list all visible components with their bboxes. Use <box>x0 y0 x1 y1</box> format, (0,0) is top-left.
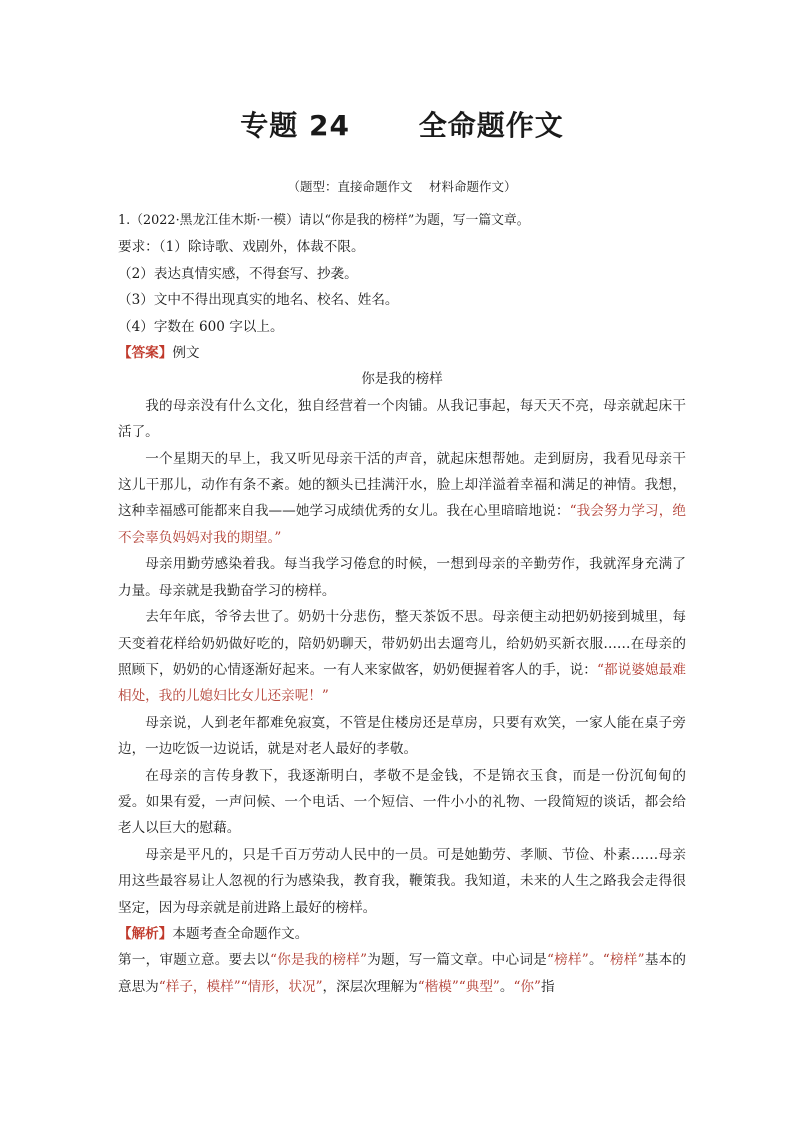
document-page <box>118 0 686 1123</box>
analysis-text-6: 。 <box>499 978 514 995</box>
requirement-3: （3）文中不得出现真实的地名、校名、姓名。 <box>118 292 399 309</box>
analysis-highlight-6: “你” <box>513 978 541 995</box>
requirement-1: 要求：（1）除诗歌、戏剧外，体裁不限。 <box>118 239 365 256</box>
answer-tag: 【答案】 <box>118 345 173 362</box>
analysis-line <box>118 921 686 947</box>
page-subtitle: （题型：直接命题作文 材料命题作文） <box>287 179 517 194</box>
requirement-4: （4）字数在 600 字以上。 <box>118 318 284 335</box>
analysis-intro: 本题考查全命题作文。 <box>172 925 309 942</box>
analysis-text-7: 指 <box>540 978 555 995</box>
essay-paragraph-7: 母亲是平凡的，只是千百万劳动人民中的一员。可是她勤劳、孝顺、节俭、朴素……母亲用这些最容易让人忽视的行为感染我，教育我，鞭策我。我知道，未来的人生之路我会走得很坚定，因为母亲就是前进路上最好的榜样。 <box>118 846 686 916</box>
analysis-highlight-1: “你是我的榜样” <box>270 952 368 969</box>
essay-paragraph-2-text: 一个星期天的早上，我又听见母亲干活的声音，就起床想帮她。走到厨房，我看见母亲干这儿干那儿，动作有条不紊。她的额头已挂满汗水，脸上却洋溢着幸福和满足的神情。我想，这种幸福感可能都来自我——她学习成绩优秀的女儿。我在心里暗暗地说： <box>118 450 686 520</box>
analysis-tag: 【解析】 <box>118 925 173 942</box>
essay-paragraph-4 <box>118 604 686 710</box>
essay-paragraph-6: 在母亲的言传身教下，我逐渐明白，孝敬不是金钱，不是锦衣玉食，而是一份沉甸甸的爱。如果有爱，一声问候、一个电话、一个短信、一件小小的礼物、一段简短的谈话，都会给老人以巨大的慰藉。 <box>118 767 686 837</box>
essay-paragraph-1: 我的母亲没有什么文化，独自经营着一个肉铺。从我记事起，每天天不亮，母亲就起床干活了。 <box>118 397 686 441</box>
essay-paragraph-4-quote: “都说婆媳最难相处，我的儿媳妇比女儿还亲呢！” <box>118 661 687 705</box>
analysis-paragraph <box>118 947 686 1000</box>
analysis-highlight-2: “榜样” <box>546 952 589 969</box>
essay-paragraph-3: 母亲用勤劳感染着我。每当我学习倦怠的时候，一想到母亲的辛勤劳作，我就浑身充满了力量。母亲就是我勤奋学习的榜样。 <box>118 556 686 599</box>
analysis-text-4: 基本的意思为 <box>118 952 687 995</box>
essay-title: 你是我的榜样 <box>361 371 443 388</box>
analysis-highlight-5: “楷模”“典型” <box>417 978 500 995</box>
essay-paragraph-2-quote: “我会努力学习，绝不会辜负妈妈对我的期望。” <box>118 503 687 546</box>
document-body <box>118 208 686 1000</box>
analysis-highlight-3: “榜样” <box>602 952 645 969</box>
question-prompt: 1.（2022·黑龙江佳木斯·一模）请以“你是我的榜样”为题，写一篇文章。 <box>118 213 530 228</box>
essay-paragraph-5: 母亲说，人到老年都难免寂寞，不管是住楼房还是草房，只要有欢笑，一家人能在桌子旁边，一边吃饭一边说话，就是对老人最好的孝敬。 <box>118 714 686 758</box>
analysis-text-3: 。 <box>588 952 603 969</box>
essay-paragraph-4-text: 去年年底，爷爷去世了。奶奶十分悲伤，整天茶饭不思。母亲便主动把奶奶接到城里，每天变着花样给奶奶做好吃的，陪奶奶聊天，带奶奶出去遛弯儿，给奶奶买新衣服……在母亲的照顾下，奶奶的心情逐渐好起来。一有人来家做客，奶奶便握着客人的手，说： <box>118 609 686 678</box>
page-title: 专题 24 全命题作文 <box>240 109 564 142</box>
analysis-text-2: 为题，写一篇文章。中心词是 <box>367 952 547 969</box>
essay-paragraph-2 <box>118 446 686 552</box>
answer-label: 例文 <box>172 345 200 362</box>
analysis-text-1: 第一，审题立意。要去以 <box>118 952 271 969</box>
analysis-text-5: ，深层次理解为 <box>322 978 418 995</box>
requirement-2: （2）表达真情实感，不得套写、抄袭。 <box>118 265 358 282</box>
answer-line <box>118 340 686 366</box>
analysis-highlight-4: “样子，模样”“情形，状况” <box>158 978 323 995</box>
